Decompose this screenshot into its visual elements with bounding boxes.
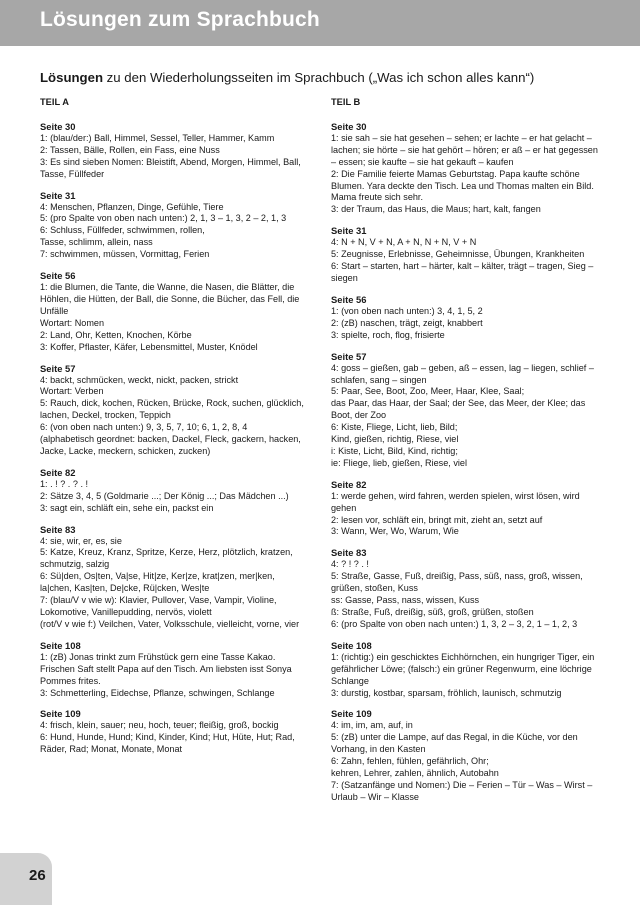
answer-line: 7: (Satzanfänge und Nomen:) Die – Ferien – Tür – Was – Wirst – Urlaub – Wir – Klasse: [331, 779, 593, 802]
page-number: 26: [29, 867, 46, 884]
answer-line: 2: Tassen, Bälle, Rollen, ein Fass, eine Nuss: [40, 144, 220, 155]
answer-line: 3: sagt ein, schläft ein, sehe ein, packst ein: [40, 502, 214, 513]
answer-section: [40, 524, 308, 631]
section-title: Seite 82: [40, 466, 76, 478]
answer-line: 4: goss – gießen, gab – geben, aß – essen, lag – liegen, schlief – schlafen, sang – singen: [331, 362, 594, 385]
answer-line: 3: Es sind sieben Nomen: Bleistift, Abend, Morgen, Himmel, Ball, Tasse, Füllfeder: [40, 156, 301, 179]
answer-line: 6: Start – starten, hart – härter, kalt – kälter, trägt – tragen, Sieg – siegen: [331, 261, 594, 283]
section-title: Seite 108: [40, 639, 81, 651]
answer-line: 2: lesen vor, schläft ein, bringt mit, zieht an, setzt auf: [331, 514, 543, 525]
answer-line: 2: Land, Ohr, Ketten, Knochen, Körbe: [40, 329, 192, 340]
section-title: Seite 30: [331, 120, 367, 132]
answer-line: Tasse, schlimm, allein, nass: [40, 237, 153, 248]
section-title: Seite 57: [331, 350, 367, 362]
answer-section: [40, 270, 308, 353]
answer-line: 4: backt, schmücken, weckt, nickt, packen, strickt: [40, 374, 239, 385]
answer-section: [40, 640, 308, 700]
section-title: Seite 82: [331, 478, 367, 490]
answer-line: 5: Rauch, dick, kochen, Rücken, Brücke, Rock, suchen, glücklich, lachen, Deckel, trocken, Teppich: [40, 398, 304, 421]
answer-line: 3: durstig, kostbar, sparsam, fröhlich, launisch, schmutzig: [331, 687, 562, 698]
answer-line: 3: Wann, Wer, Wo, Warum, Wie: [331, 526, 459, 537]
answer-line: i: Kiste, Licht, Bild, Kind, richtig;: [331, 445, 458, 456]
answer-line: 7: schwimmen, müssen, Vormittag, Ferien: [40, 249, 210, 260]
page-title: Lösungen zum Sprachbuch: [40, 8, 320, 31]
answer-line: Wortart: Nomen: [40, 317, 105, 328]
answer-line: 1: (von oben nach unten:) 3, 4, 1, 5, 2: [331, 305, 483, 316]
answer-section: [40, 467, 308, 515]
intro-line: [40, 70, 600, 86]
answer-line: 6: Sü|den, Os|ten, Va|se, Hit|ze, Ker|ze, krat|zen, mer|ken, la|chen, Kas|ten, De|cke, Rü|cken, Wes|te: [40, 571, 275, 594]
answer-section: [331, 225, 599, 285]
answer-line: 7: (blau/V v wie w): Klavier, Pullover, Vase, Vampir, Violine, Lokomotive, Vanillepudding, nervös, violett: [40, 595, 277, 617]
answer-line: 3: der Traum, das Haus, die Maus; hart, kalt, fangen: [331, 204, 541, 215]
answer-line: 5: (pro Spalte von oben nach unten:) 2, 1, 3 – 1, 3, 2 – 2, 1, 3: [40, 213, 287, 224]
answer-line: 2: (zB) naschen, trägt, zeigt, knabbert: [331, 317, 483, 328]
answer-line: 5: Straße, Gasse, Fuß, dreißig, Pass, süß, nass, groß, wissen, grüßen, stoßen, Kuss: [331, 571, 583, 594]
answer-line: 5: Zeugnisse, Erlebnisse, Geheimnisse, Übungen, Krankheiten: [331, 249, 585, 260]
answer-line: Wortart: Verben: [40, 386, 104, 397]
answer-line: 3: spielte, roch, flog, frisierte: [331, 329, 445, 340]
answer-line: kehren, Lehrer, zahlen, ähnlich, Autobahn: [331, 768, 499, 779]
answer-line: 5: Paar, See, Boot, Zoo, Meer, Haar, Klee, Saal;: [331, 386, 525, 397]
answer-line: 6: Zahn, fehlen, fühlen, gefährlich, Ohr;: [331, 756, 489, 767]
answer-section: [331, 547, 599, 630]
column-teil-a: [40, 97, 308, 765]
answer-section: [331, 640, 599, 700]
answer-section: [40, 190, 308, 262]
answer-line: 6: Hund, Hunde, Hund; Kind, Kinder, Kind; Hut, Hüte, Hut; Rad, Räder, Rad; Monat, Monate, Monat: [40, 732, 295, 755]
section-title: Seite 31: [331, 225, 367, 237]
answer-line: 5: (zB) unter die Lampe, auf das Regal, in die Küche, vor den Vorhang, in den Kasten: [331, 732, 578, 755]
answer-line: ss: Gasse, Pass, nass, wissen, Kuss: [331, 595, 480, 606]
answer-line: 6: Kiste, Fliege, Licht, lieb, Bild;: [331, 422, 458, 433]
answer-line: 4: Menschen, Pflanzen, Dinge, Gefühle, Tiere: [40, 201, 224, 212]
answer-section: [331, 479, 599, 539]
answer-line: ß: Straße, Fuß, dreißig, süß, groß, grüßen, stoßen: [331, 607, 534, 617]
section-title: Seite 109: [40, 708, 81, 720]
answer-section: [40, 708, 308, 756]
answer-section: [331, 351, 599, 470]
answer-line: das Paar, das Haar, der Saal; der See, das Meer, der Klee; das Boot, der Zoo: [331, 398, 586, 421]
answer-line: 1: sie sah – sie hat gesehen – sehen; er lachte – er hat gelacht – lachen; sie hörte – sie hat gehört – hören; er aß – er hat gegessen – essen; sie kaufte – sie hat gekauft – kaufen: [331, 132, 598, 167]
answer-line: 3: Schmetterling, Eidechse, Pflanze, schwingen, Schlange: [40, 687, 275, 698]
answer-section: [40, 121, 308, 181]
answer-line: 4: N + N, V + N, A + N, N + N, V + N: [331, 237, 477, 248]
teil-a-heading: TEIL A: [40, 97, 69, 107]
answer-line: 1: (blau/der:) Ball, Himmel, Sessel, Teller, Hammer, Kamm: [40, 132, 275, 143]
answer-line: 5: Katze, Kreuz, Kranz, Spritze, Kerze, Herz, plötzlich, kratzen, schmutzig, salzig: [40, 547, 293, 570]
intro-bold: Lösungen: [40, 70, 104, 85]
answer-line: 2: Sätze 3, 4, 5 (Goldmarie ...; Der König ...; Das Mädchen ...): [40, 490, 289, 501]
intro-rest: zu den Wiederholungsseiten im Sprachbuch („Was ich schon alles kann“): [103, 70, 535, 85]
answer-line: 4: frisch, klein, sauer; neu, hoch, teuer; fleißig, groß, bockig: [40, 720, 279, 731]
section-title: Seite 56: [331, 293, 367, 305]
answer-line: ie: Fliege, lieb, gießen, Riese, viel: [331, 457, 467, 468]
answer-line: (rot/V v wie f:) Veilchen, Vater, Volksschule, vielleicht, vorne, vier: [40, 618, 300, 629]
answer-line: 1: werde gehen, wird fahren, werden spielen, wirst lösen, wird gehen: [331, 490, 580, 513]
answer-line: 1: (richtig:) ein geschicktes Eichhörnchen, ein hungriger Tiger, ein gefährlicher Löwe; (falsch:) ein grüner Regenwurm, eine löchrige Schlange: [331, 651, 595, 686]
answer-line: 6: (pro Spalte von oben nach unten:) 1, 3, 2 – 3, 2, 1 – 1, 2, 3: [331, 618, 578, 629]
teil-b-heading: TEIL B: [331, 97, 361, 107]
section-title: Seite 30: [40, 120, 76, 132]
answer-line: 1: . ! ? . ? . !: [40, 478, 89, 489]
answer-line: 1: (zB) Jonas trinkt zum Frühstück gern eine Tasse Kakao. Frischen Saft stellt Papa auf den Tisch. Am liebsten isst Sonya Pommes frites.: [40, 651, 292, 686]
answer-line: 2: Die Familie feierte Mamas Geburtstag. Papa kaufte schöne Blumen. Yara deckte den Tisch. Lea und Thomas malten ein Bild. Mama freute sich sehr.: [331, 168, 594, 203]
header-bar: [0, 0, 640, 46]
section-title: Seite 83: [40, 523, 76, 535]
answer-section: [331, 294, 599, 342]
answer-line: 1: die Blumen, die Tante, die Wanne, die Nasen, die Blätter, die Höhlen, die Hütten, der Ball, die Sonne, die Bücher, das Fell, die Unfälle: [40, 282, 300, 316]
section-title: Seite 109: [331, 708, 372, 720]
answer-line: (alphabetisch geordnet: backen, Dackel, Fleck, gackern, hacken, Jacke, Lacke, meckern, schicken, zucken): [40, 434, 301, 456]
section-title: Seite 31: [40, 189, 76, 201]
answer-section: [331, 708, 599, 803]
section-title: Seite 108: [331, 639, 372, 651]
answer-line: 4: im, im, am, auf, in: [331, 720, 413, 731]
answer-line: 4: sie, wir, er, es, sie: [40, 535, 122, 546]
section-title: Seite 83: [331, 547, 367, 559]
section-title: Seite 56: [40, 270, 76, 282]
answer-section: [40, 363, 308, 458]
answer-line: 6: (von oben nach unten:) 9, 3, 5, 7, 10; 6, 1, 2, 8, 4: [40, 422, 248, 433]
answer-section: [331, 121, 599, 216]
column-teil-b: [331, 97, 599, 813]
answer-line: 4: ? ! ? . !: [331, 559, 369, 570]
answer-line: 6: Schluss, Füllfeder, schwimmen, rollen,: [40, 225, 205, 236]
answer-line: Kind, gießen, richtig, Riese, viel: [331, 434, 459, 445]
answer-line: 3: Koffer, Pflaster, Käfer, Lebensmittel, Muster, Knödel: [40, 341, 258, 352]
section-title: Seite 57: [40, 362, 76, 374]
